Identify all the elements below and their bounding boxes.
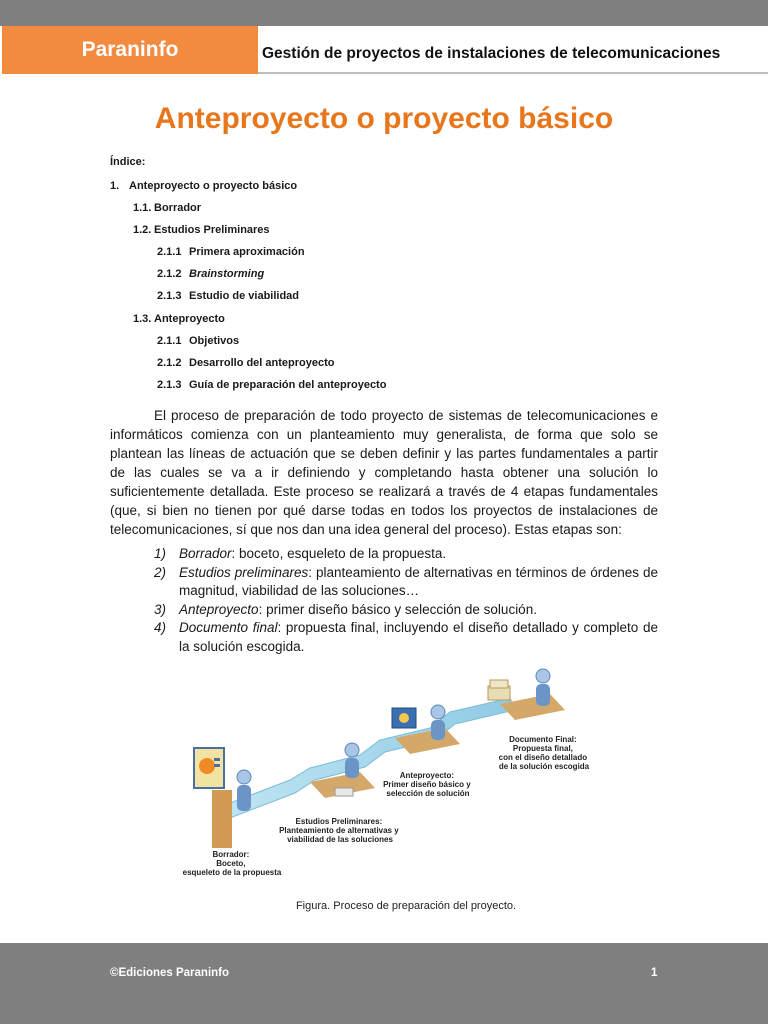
header-divider bbox=[258, 72, 768, 74]
toc-item-number: 1.3. bbox=[133, 313, 152, 325]
header-top-bar bbox=[0, 0, 768, 26]
toc-item[interactable] bbox=[133, 202, 201, 214]
list-item-description: : primer diseño básico y selección de solución. bbox=[258, 601, 537, 617]
list-item-description: : propuesta final, incluyendo el diseño detallado y completo de la solución escogida. bbox=[179, 620, 658, 654]
toc-item-text: Borrador bbox=[154, 202, 202, 214]
list-item-term: Anteproyecto bbox=[179, 601, 259, 617]
toc-item-text: Anteproyecto o proyecto básico bbox=[129, 180, 298, 192]
list-item-term: Documento final bbox=[179, 620, 278, 635]
list-item-description: : planteamiento de alternativas en términos de órdenes de magnitud, viabilidad de las soluciones… bbox=[179, 564, 658, 598]
toc-item-text: Estudios Preliminares bbox=[154, 224, 270, 236]
estudios-preliminares-label: Estudios Preliminares: Planteamiento de alternativas y viabilidad de las soluciones bbox=[279, 817, 399, 844]
list-item-term: Estudios preliminares bbox=[179, 564, 309, 580]
toc-item-text: Brainstorming bbox=[189, 268, 265, 280]
toc-item[interactable] bbox=[157, 268, 264, 280]
list-item-description: : boceto, esqueleto de la propuesta. bbox=[231, 546, 447, 561]
toc-item-number: 2.1.3 bbox=[157, 290, 182, 302]
toc-item-text: Anteproyecto bbox=[154, 313, 225, 325]
list-item bbox=[154, 619, 658, 656]
toc-item-number: 1. bbox=[110, 180, 120, 192]
toc-item-number: 1.2. bbox=[133, 224, 152, 236]
toc-item[interactable] bbox=[157, 357, 335, 369]
toc-item-text: Estudio de viabilidad bbox=[189, 290, 300, 302]
body-paragraph: El proceso de preparación de todo proyecto de sistemas de telecomunicaciones e informáticos comienza con un planteamiento muy generalista, de forma que solo se plantean las líneas de actuación que se deben definir y las partes fundamentales a partir de las cuales se va a ir definiendo y completando hasta obtener una solución lo suficientemente detallada. Este proceso se realizará a través de 4 etapas fundamentales (que, si bien no tienen por qué darse todas en todos los proyectos de instalaciones de telecomunicaciones, sí que nos dan una idea general del proceso). Estas etapas son: bbox=[110, 408, 658, 537]
toc-item-text: Primera aproximación bbox=[189, 246, 305, 258]
page-footer bbox=[0, 943, 768, 1024]
toc-item-text: Desarrollo del anteproyecto bbox=[189, 357, 335, 369]
toc-item[interactable] bbox=[157, 335, 239, 347]
list-item-term: Borrador bbox=[179, 546, 232, 561]
toc-item[interactable] bbox=[133, 224, 270, 236]
toc-item-number: 2.1.2 bbox=[157, 357, 182, 369]
toc-item-number: 1.1. bbox=[133, 202, 152, 214]
page-number: 1 bbox=[651, 967, 658, 979]
toc-item[interactable] bbox=[110, 180, 297, 192]
toc-item-number: 2.1.1 bbox=[157, 335, 182, 347]
document-title: Gestión de proyectos de instalaciones de telecomunicaciones bbox=[262, 45, 721, 62]
list-item-number: 2) bbox=[154, 564, 167, 580]
toc-item[interactable] bbox=[157, 379, 386, 391]
list-item-number: 1) bbox=[154, 546, 167, 561]
toc-item[interactable] bbox=[133, 313, 225, 325]
figure-caption: Figura. Proceso de preparación del proyecto. bbox=[295, 900, 517, 912]
list-item bbox=[154, 564, 658, 601]
toc-item-text: Guía de preparación del anteproyecto bbox=[189, 379, 387, 391]
toc-item-number: 2.1.1 bbox=[157, 246, 182, 258]
list-item-number: 3) bbox=[154, 601, 167, 617]
footer-copyright: ©Ediciones Paraninfo bbox=[110, 967, 230, 979]
stages-list bbox=[154, 545, 658, 656]
borrador-label: Borrador: Boceto, esqueleto de la propuesta bbox=[182, 850, 282, 877]
documento-final-label: Documento Final: Propuesta final, con el diseño detallado de la solución escogida bbox=[498, 735, 590, 771]
list-item bbox=[154, 601, 658, 620]
process-illustration bbox=[170, 660, 610, 890]
list-item-number: 4) bbox=[154, 620, 167, 635]
staircase-ribbon bbox=[225, 698, 515, 818]
borrador-figure bbox=[194, 748, 251, 848]
toc-item-number: 2.1.2 bbox=[157, 268, 182, 280]
toc-item-number: 2.1.3 bbox=[157, 379, 182, 391]
toc-label: Índice: bbox=[110, 156, 146, 168]
toc-item-text: Objetivos bbox=[189, 335, 240, 347]
list-item bbox=[154, 545, 658, 564]
page-title: Anteproyecto o proyecto básico bbox=[154, 102, 614, 135]
anteproyecto-label: Anteproyecto: Primer diseño básico y selección de solución bbox=[383, 771, 471, 798]
publisher-logo: Paraninfo bbox=[2, 26, 258, 74]
toc-item[interactable] bbox=[157, 246, 305, 258]
toc-item[interactable] bbox=[157, 290, 299, 302]
